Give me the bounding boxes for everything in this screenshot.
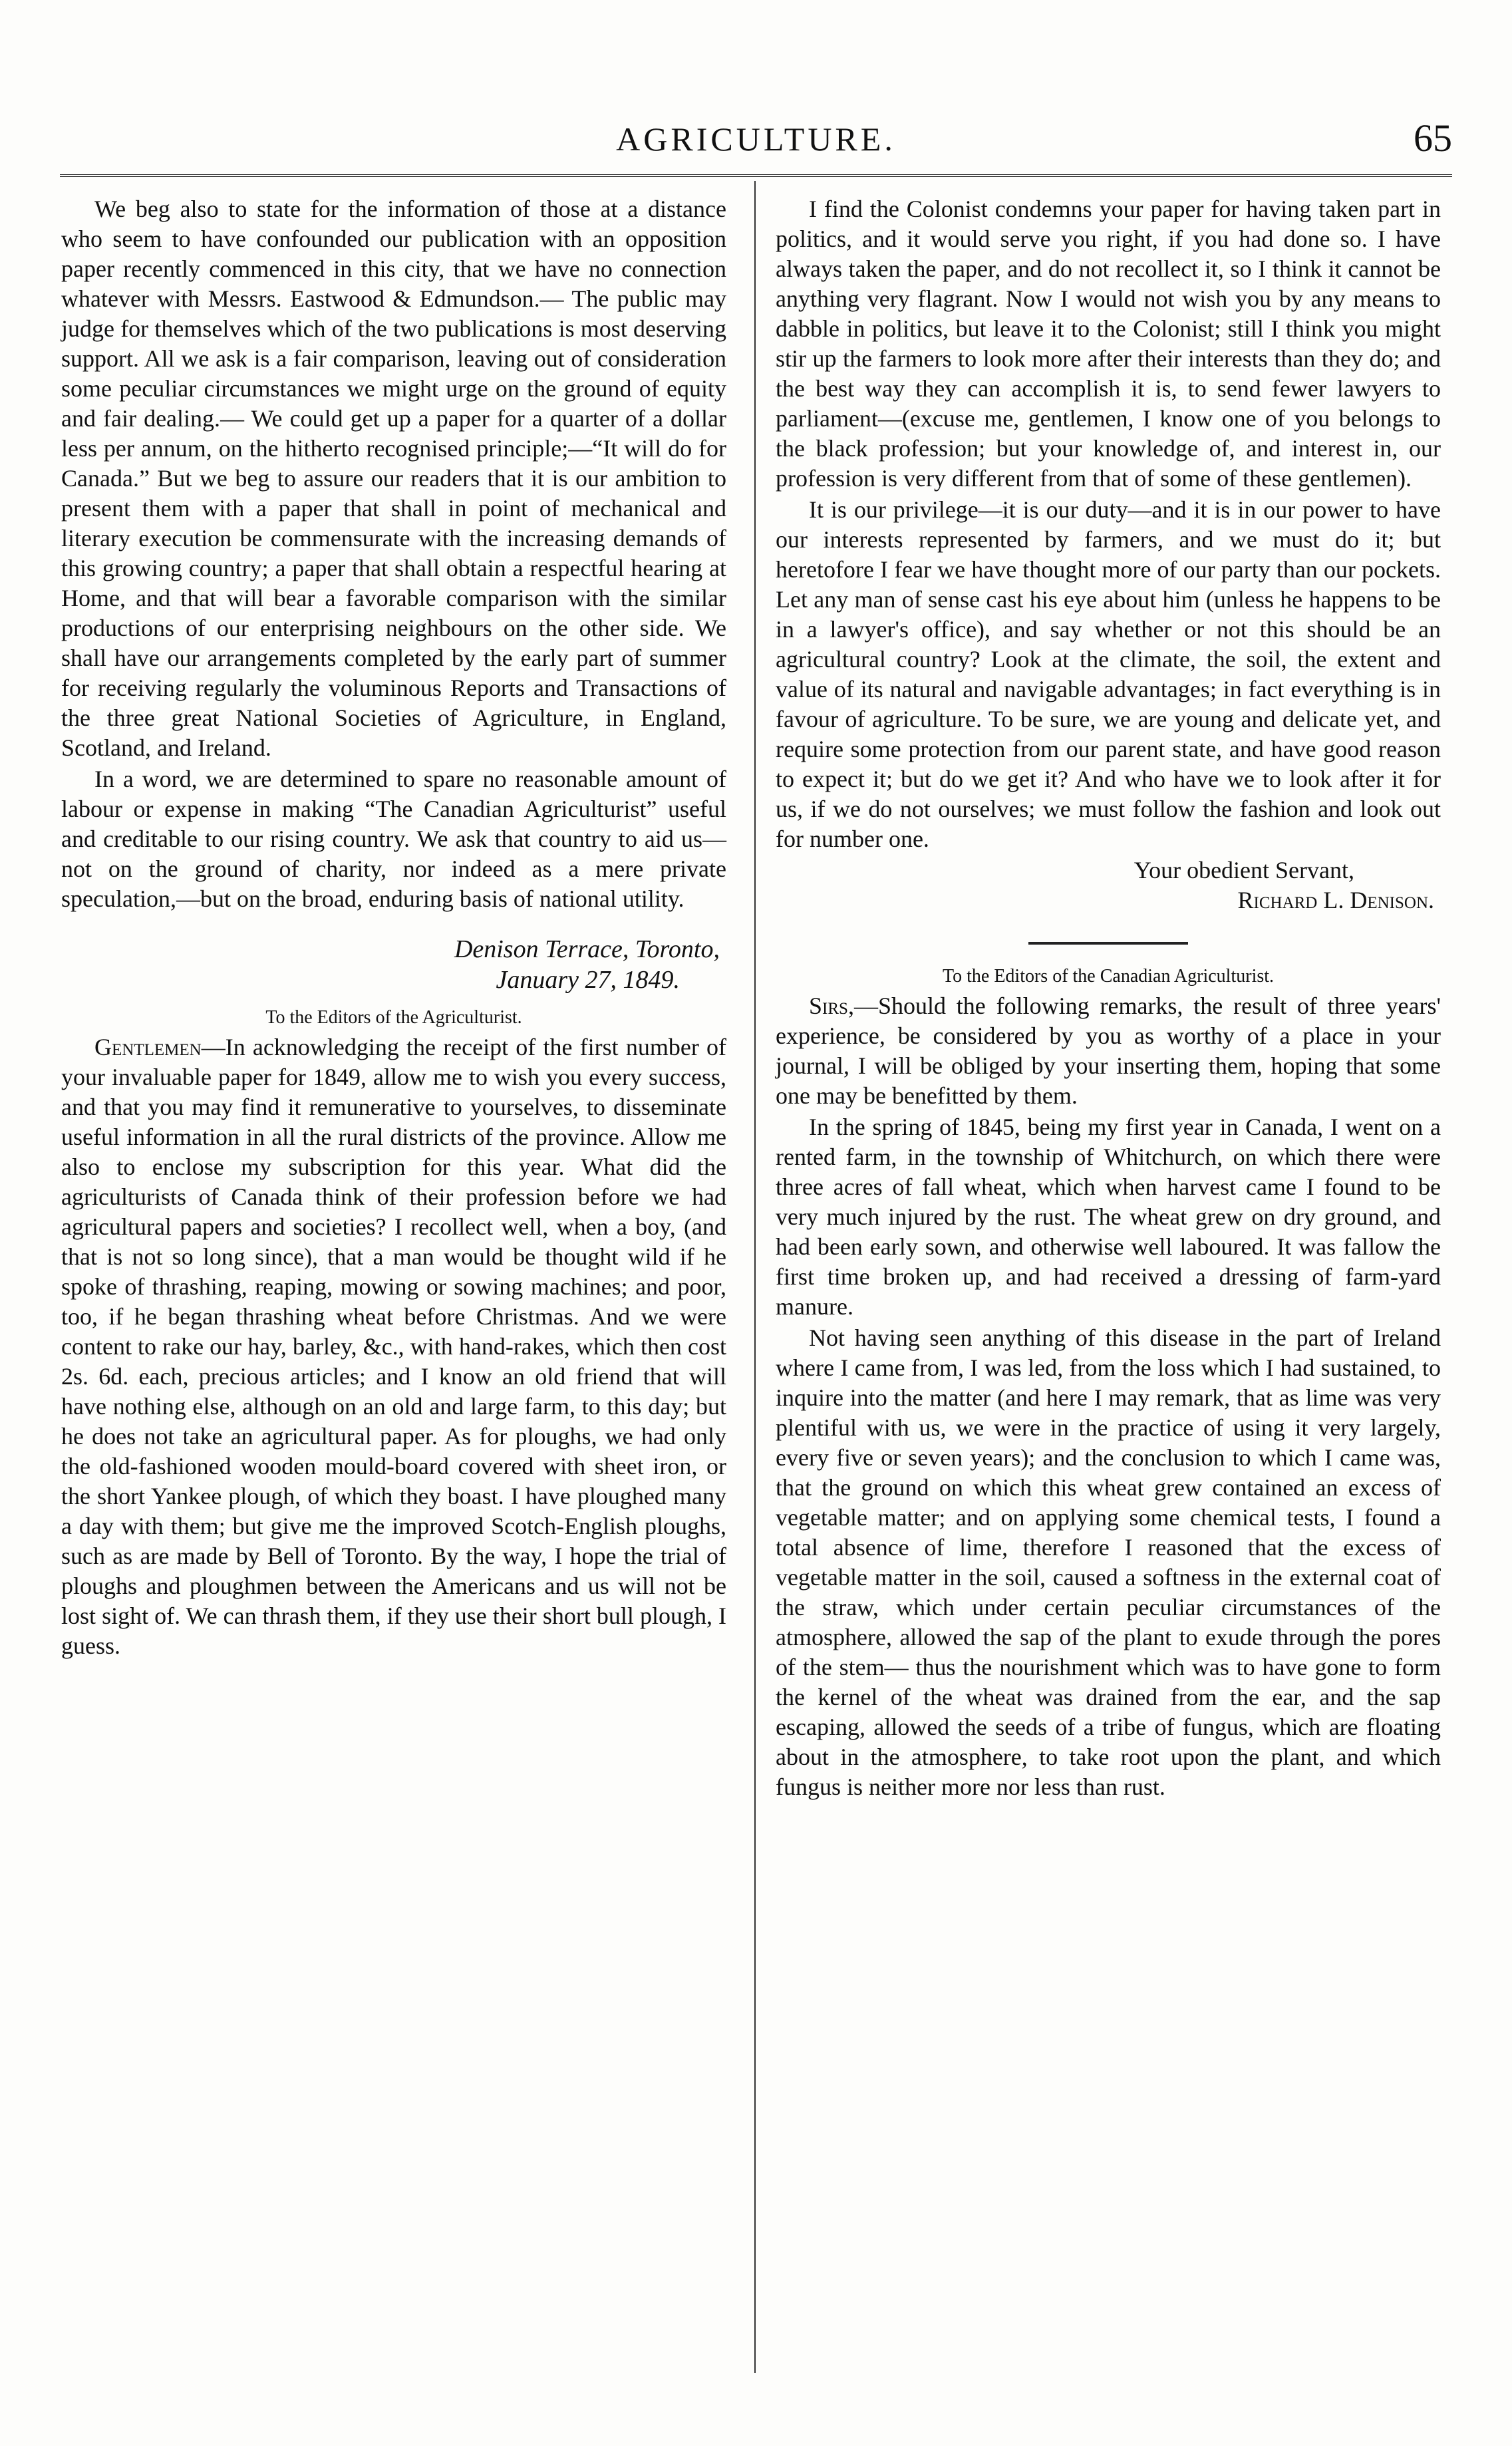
dateline [61, 934, 720, 995]
letter-paragraph-1 [61, 1032, 726, 1661]
left-column [61, 194, 726, 1662]
second-letter-paragraph-2: In the spring of 1845, being my first year in Canada, I went on a rented farm, in the township of Whitchurch, on which there were three acres of fall wheat, which when harvest came I found to be very much injured by the rust. The wheat grew on dry ground, and had been early sown, and otherwise well laboured. It was fallow the first time broken up, and had received a dressing of farm-yard manure. [776, 1114, 1441, 1320]
signoff-line: Your obedient Servant, [1134, 857, 1354, 883]
letter-paragraph-1-text: —In acknowledging the receipt of the first number of your invaluable paper for 1849, allow me to wish you every success, and that you may find it remunerative to yourselves, to disseminate useful information in all the rural districts of the province. Allow me also to enclose my subscription for this year. What did the agriculturists of Canada think of their profession before we had agricultural papers and societies? I recollect well, when a boy, (and that is not so long since), that a man would be thought wild if he spoke of thrashing, reaping, mowing or sowing machines; and poor, too, if he began thrashing wheat before Christmas. And we were content to rake our hay, barley, &c., with hand-rakes, which then cost 2s. 6d. each, precious articles; and I know an old friend that will have nothing else, although on an old and large farm, to this day; but he does not take an agricultural paper. As for ploughs, we had only the old-fashioned wooden mould-board covered with sheet iron, or the short Yankee plough, of which they boast. I have ploughed many a day with them; but give me the improved Scotch-English ploughs, such as are made by Bell of Toronto. By the way, I hope the trial of ploughs and ploughmen between the Americans and us will not be lost sight of. We can thrash them, if they use their short bull plough, I guess. [61, 1034, 726, 1659]
dateline-date: January 27, 1849. [496, 966, 680, 994]
page-number: 65 [1414, 116, 1452, 160]
second-letter-heading: To the Editors of the Canadian Agriculturist. [942, 966, 1275, 987]
letter-paragraph-3: It is our privilege—it is our duty—and it is in our power to have our interests represented by farmers, and we must do it; but heretofore I fear we have thought more of our party than our pockets. Let any man of sense cast his eye about him (unless he happens to be in a lawyer's office), and say whether or not this should be an agricultural country? Look at the climate, the soil, the extent and value of its natural and navigable advantages; in fact everything is in favour of agriculture. To be sure, we are young and delicate yet, and require some protection from our parent state, and have good reason to expect it; but do we get it? And who have we to look after it for us, if we do not ourselves; we must follow the fashion and look out for number one. [776, 496, 1441, 852]
signoff-name: Richard L. Denison. [1237, 887, 1434, 913]
second-letter-paragraph-1 [776, 991, 1441, 1111]
section-rule [1028, 942, 1188, 945]
dateline-place: Denison Terrace, Toronto, [454, 935, 720, 963]
letter-paragraph-2: I find the Colonist condemns your paper for having taken part in politics, and it would serve you right, if you had done so. I have always taken the paper, and do not recollect it, so I think it cannot be anything very flagrant. Now I would not wish you by any means to dabble in politics, but leave it to the Colonist; still I think you might stir up the farmers to look more after their interests than they do; and the best way they can accomplish it is, to send fewer lawyers to parliament—(excuse me, gentlemen, I know one of you belongs to the black profession; but your knowledge of, and interest in, our profession is very different from that of some of these gentlemen). [776, 196, 1441, 492]
second-letter-paragraph-3: Not having seen anything of this disease in the part of Ireland where I came from, I was led, from the loss which I had sustained, to inquire into the matter (and here I may remark, that as lime was very plentiful with us, we were in the practice of using it very largely, every five or seven years); and the conclusion to which I came was, that the ground on which this wheat grew contained an excess of vegetable matter; and on applying some chemical tests, I found a total absence of lime, therefore I reasoned that the excess of vegetable matter in the soil, caused a softness in the external coat of the straw, which under certain peculiar circumstances of the atmosphere, allowed the sap of the plant to exude through the pores of the stem— thus the nourishment which was to have gone to form the kernel of the wheat was drained from the ear, and the sap escaping, allowed the seeds of a tribe of fungus, which are floating about in the atmosphere, to take root upon the plant, and which fungus is neither more nor less than rust. [776, 1324, 1441, 1800]
running-title: AGRICULTURE. [616, 120, 896, 158]
column-divider [754, 181, 756, 2373]
letter-salutation: Gentlemen [94, 1034, 202, 1060]
editorial-paragraph-2: In a word, we are determined to spare no reasonable amount of labour or expense in making “The Canadian Agriculturist” useful and creditable to our rising country. We ask that country to aid us—not on the ground of charity, nor indeed as a mere private speculation,—but on the broad, enduring basis of national utility. [61, 766, 726, 912]
header-rule [60, 174, 1452, 177]
second-letter-paragraph-1-text: ,—Should the following remarks, the result of three years' experience, be considered by you as worthy of a place in your journal, I will be obliged by your inserting them, hoping that some one may be benefitted by them. [776, 993, 1441, 1109]
right-column [776, 194, 1441, 1803]
letter-heading: To the Editors of the Agriculturist. [265, 1007, 522, 1028]
page-header [60, 116, 1452, 180]
editorial-paragraph-1: We beg also to state for the information of those at a distance who seem to have confounded our publication with an opposition paper recently commenced in this city, that we have no connection whatever with Messrs. Eastwood & Edmundson.— The public may judge for themselves which of the two publications is most deserving support. All we ask is a fair comparison, leaving out of consideration some peculiar circumstances we might urge on the ground of equity and fair dealing.— We could get up a paper for a quarter of a dollar less per annum, on the hitherto recognised principle;—“It will do for Canada.” But we beg to assure our readers that it is our ambition to present them with a paper that shall in point of mechanical and literary execution be commensurate with the increasing demands of this growing country; a paper that shall obtain a respectful hearing at Home, and that will bear a favorable comparison with the similar productions of our enterprising neighbours on the other side. We shall have our arrangements completed by the early part of summer for receiving regularly the voluminous Reports and Transactions of the three great National Societies of Agriculture, in England, Scotland, and Ireland. [61, 196, 726, 761]
letter-signoff [776, 855, 1434, 915]
second-letter-salutation: Sirs [809, 993, 848, 1019]
